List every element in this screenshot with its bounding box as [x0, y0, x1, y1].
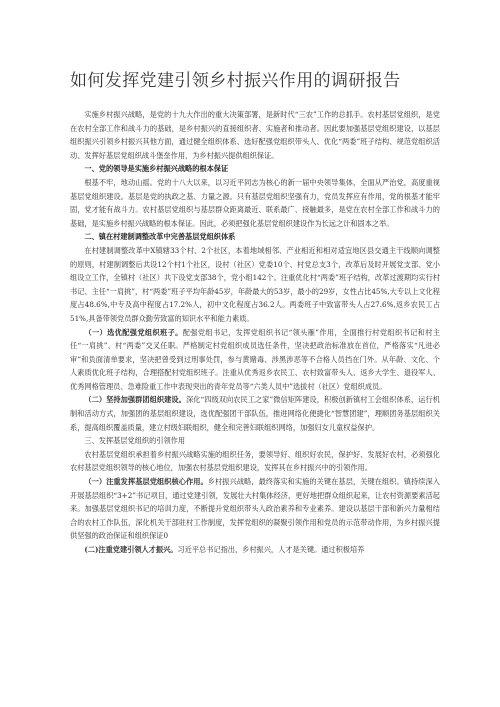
- body-paragraph: 农村基层党组织承担着乡村振兴战略实施的组织任务，要领导好、组织好农民，保护好、发展好农村，必须强化农村基层党组织领导的核心地位，加强农村基层党组织建设，发挥其在乡村振兴中的引领作用。: [70, 449, 440, 473]
- subsection-paragraph: [70, 475, 440, 543]
- subsection-lead: （一）选优配强党组织班子。: [84, 327, 183, 337]
- section-heading-2: 二、镇在村建制调整改革中完善基层党组织体系: [84, 232, 236, 242]
- body-paragraph: 根基不牢，地动山摇。党的十八大以来，以习近平同志为核心的新一届中央领导集体，全面从严治党，高度重视基层党组织建设。基层是党的执政之基、力量之源。只有基层党组织坚强有力，党员发挥应有作用，党的根基才能牢固，党才能有战斗力。农村基层党组织与基层群众距离最近、联系最广、接触最多，是党在农村全部工作和战斗力的基础，是实施乡村振兴战略的根本保证。因此，必须把强化基层党组织建设作为长远之计和固本之举。: [70, 177, 440, 228]
- subsection-lead: （二）坚持加强群团组织建设。: [84, 395, 186, 405]
- subsection-text: 乡村振兴战略，最终落实和实施的关键在基层，关键在组织。镇持续深入开展基层组织“3+2”书记项目，通过党建引领，发展壮大村集体经济，更好地把群众组织起来，让农村资源要素活起来。加强基层党组织书记的培训力度，不断提升党组织带头人政治素养和专业素养。建设以基层干部和新兴力量相结合的农村工作队伍，深化机关干部驻村工作制度，发挥党组织的凝聚引领作用和党员的示范带动作用，为乡村振兴提供坚强的政治保证和组织保证0: [70, 477, 440, 541]
- subsection-paragraph: [70, 326, 440, 394]
- subsection-paragraph: [70, 393, 440, 434]
- subsection-text: 深化“四级双向农民工之家”微信矩阵建设，积极创新镇村工会组织体系，运行机制和活动方式，加强团的基层组织建设，选优配强团干部队伍，推进网络化便捷化“智慧团建”，理顺团务基层组织关系，提高组织覆盖质量，建立村级妇联组织，健全和完善妇联组织网络，加强妇女儿童权益保护。: [70, 395, 440, 432]
- body-paragraph: 在村建制调整改革中X镇辖33个村、2个社区，本着地域相邻、产业相近和相对适宜地区县交通主干线顺向调整的原则，村建制调整后共设12个村1个社区，设村（社区）党委10个、村党总支3个，改革后及时开展党支部、党小组设立工作，全镇村（社区）共下设党支部38个，党小组142个。注重优化村“两委”班子结构，改革过渡期均实行村书记、主任“一肩挑”，村“两委”班子平均年龄45岁，年龄最大的53岁，最小的29岁，女性占比45%,大专以上文化程度占48.6%,中专及高中程度占17.2%人，初中文化程度占36.2人。两委班子中致富带头人占27.6%,返乡农民工占51%,具备带领党员群众勤劳致富的知识水平和能力素质。: [70, 245, 440, 323]
- section-heading-3: 三、发挥基层党组织的引领作用: [84, 436, 186, 446]
- section-heading-1: 一、党的领导是实施乡村振兴战略的根本保证: [84, 164, 229, 174]
- intro-paragraph: 实施乡村振兴战略，是党的十九大作出的重大决策部署，是新时代“三农”工作的总抓手。农村基层党组织，是党在农村全部工作和战斗力的基础，是乡村振兴的直接组织者、实施者和推动者。因此要加强基层党组织建设，以基层组织振兴引领乡村振兴其他方面，通过健全组织体系、选好配强党组织带头人、优化“两委”班子结构、规范党组织活动、发挥好基层党组织战斗堡垒作用，为乡村振兴提供组织保证。: [70, 110, 440, 160]
- subsection-lead: （一）注重发挥基层党组织核心作用。: [84, 477, 208, 487]
- subsection-lead: (二)注重党建引领人才振兴。: [84, 545, 178, 554]
- subsection-paragraph: [70, 543, 440, 557]
- subsection-text: 配强党组书记，发挥党组织书记“领头雁”作用，全面推行村党组织书记和村主任“一肩挑”、村“两委”交叉任职。严格制定村党组织成员选任条件，坚决把政治标准放在首位，严格落实“凡进必审”和负面清单要求，坚决把曾受到过刑事处罚，参与黄赌毒、涉黑涉恶等不合格人员挡在门外。从年龄、文化、个人素质优化班子结构，合理搭配村党组织班子。注重从优秀返乡农民工、农村致富带头人、返乡大学生、退役军人、优秀网格管理员、急难险重工作中表现突出的青年党员等“六类人员中”选拔村（社区）党组织成员。: [70, 327, 440, 391]
- document-body: [70, 108, 440, 557]
- document-title: 如何发挥党建引领乡村振兴作用的调研报告: [70, 71, 401, 91]
- subsection-text: 习近平总书记指出，乡村振兴，人才是关键。通过积极培养: [177, 545, 365, 554]
